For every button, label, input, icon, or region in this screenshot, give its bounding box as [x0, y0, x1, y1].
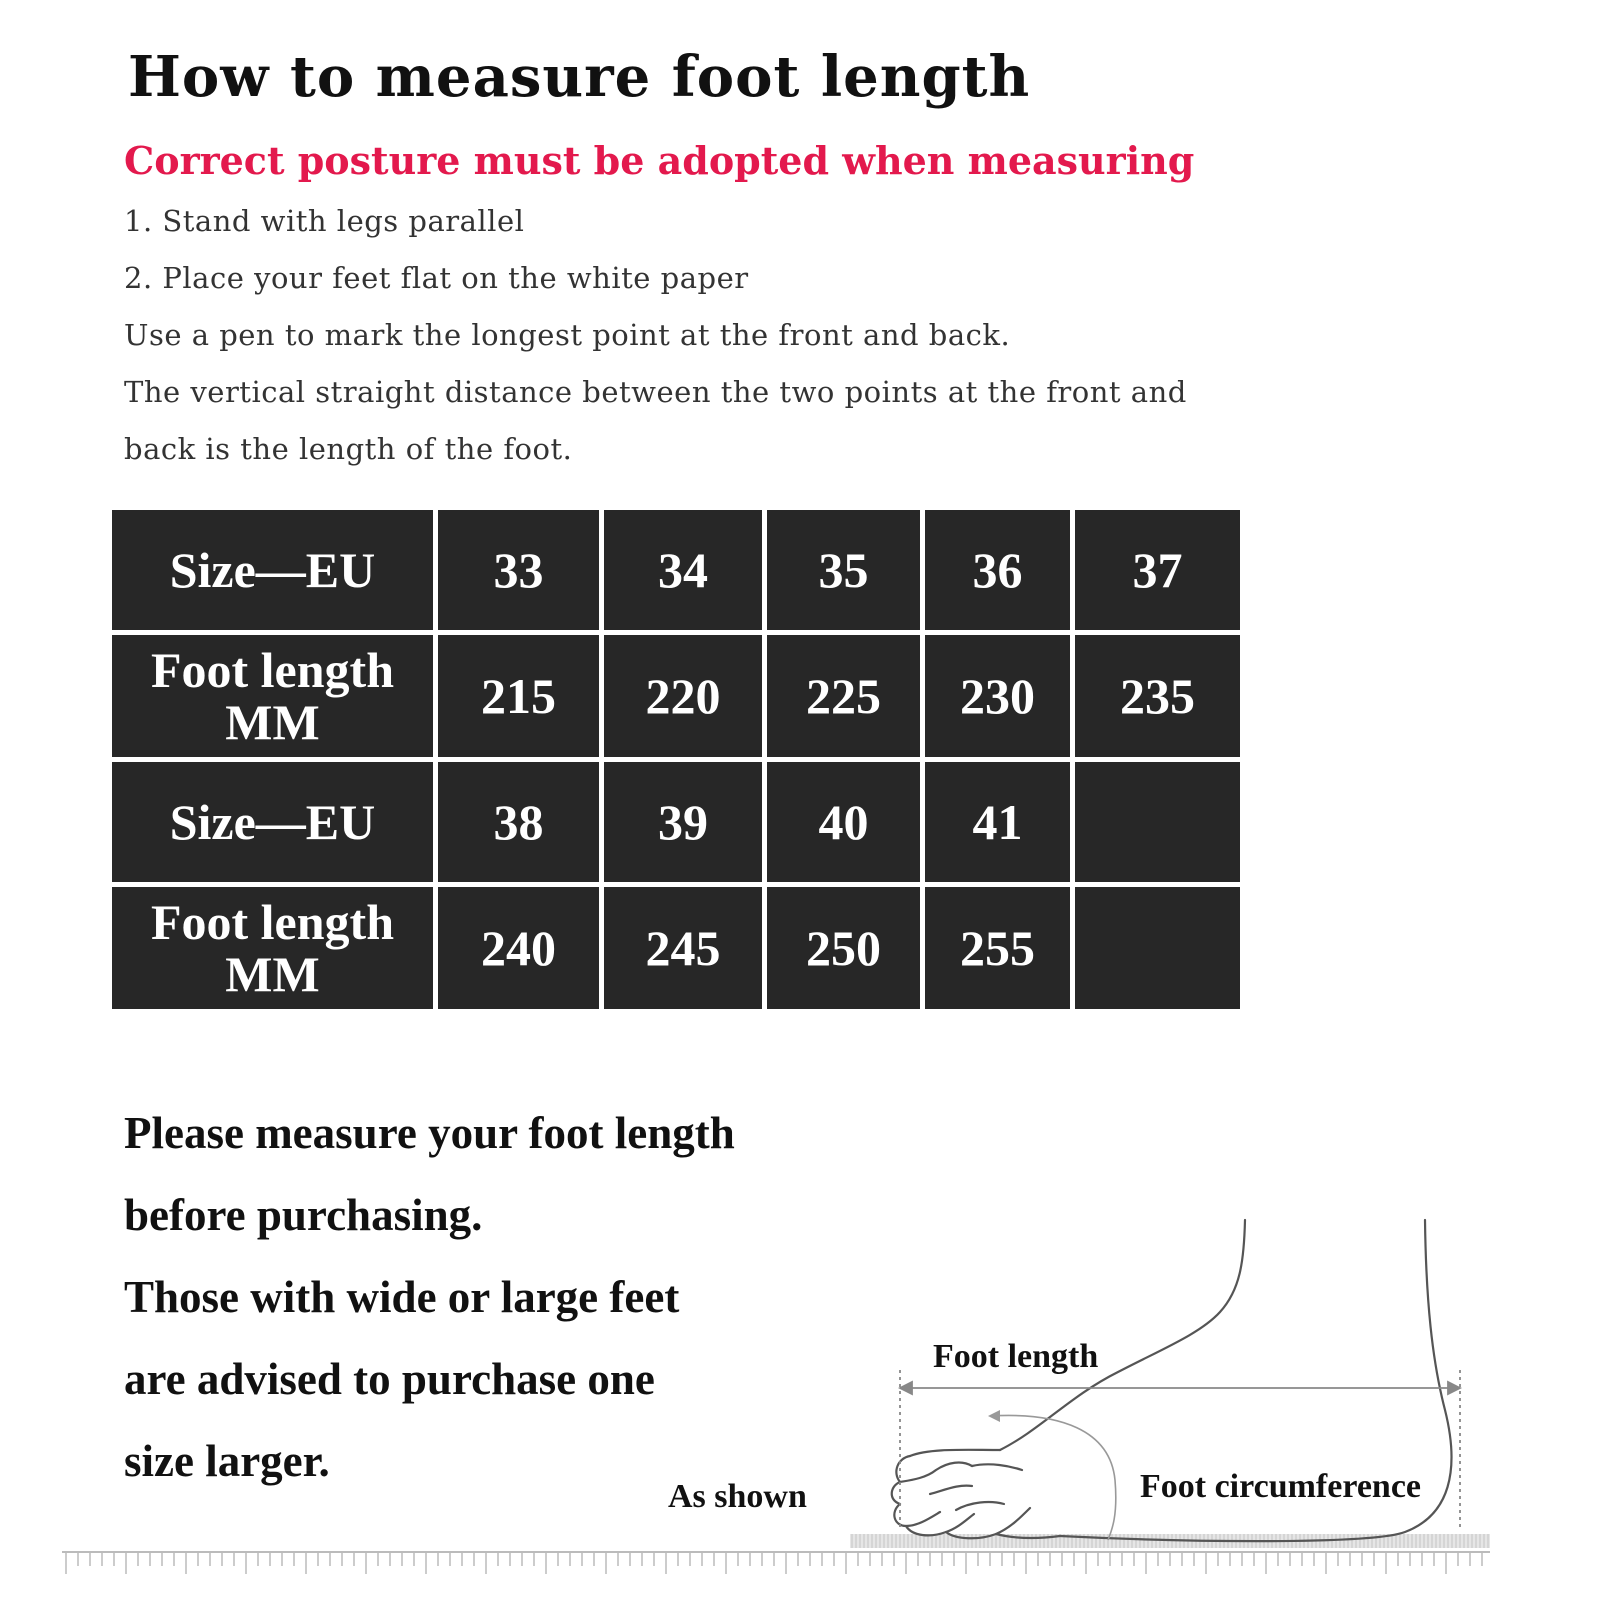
size-cell: 34 [604, 510, 762, 630]
foot-length-label-text: Foot length [150, 642, 395, 698]
size-cell: 39 [604, 762, 762, 882]
instruction-step-2: 2. Place your feet flat on the white paper [124, 261, 749, 295]
length-cell: 225 [767, 635, 920, 757]
size-cell: 33 [438, 510, 599, 630]
length-cell: 245 [604, 887, 762, 1009]
foot-length-unit: MM [225, 946, 320, 1002]
foot-length-diagram-label: Foot length [933, 1338, 1099, 1375]
size-cell: 37 [1075, 510, 1240, 630]
length-cell: 235 [1075, 635, 1240, 757]
posture-warning: Correct posture must be adopted when measuring [124, 138, 1195, 183]
size-cell: 41 [925, 762, 1070, 882]
length-cell: 240 [438, 887, 599, 1009]
instruction-distance-line1: The vertical straight distance between the two points at the front and [124, 375, 1187, 409]
size-cell: 35 [767, 510, 920, 630]
page-title: How to measure foot length [128, 44, 1031, 110]
length-cell: 220 [604, 635, 762, 757]
instruction-step-1: 1. Stand with legs parallel [124, 204, 525, 238]
size-cell: 40 [767, 762, 920, 882]
length-cell: 230 [925, 635, 1070, 757]
diagram-caption: As shown [668, 1478, 807, 1515]
length-cell: 255 [925, 887, 1070, 1009]
size-cell: 38 [438, 762, 599, 882]
purchase-advice-line: are advised to purchase one [124, 1354, 655, 1404]
instruction-mark: Use a pen to mark the longest point at the front and back. [124, 318, 1011, 352]
length-cell: 250 [767, 887, 920, 1009]
foot-length-label-text: Foot length [150, 894, 395, 950]
purchase-advice-line: size larger. [124, 1436, 330, 1486]
foot-circumference-diagram-label: Foot circumference [1140, 1468, 1421, 1505]
foot-circumference-arrow-icon [988, 1410, 1116, 1540]
foot-length-unit: MM [225, 694, 320, 750]
purchase-advice-line: before purchasing. [124, 1190, 483, 1240]
purchase-advice-line: Those with wide or large feet [124, 1272, 680, 1322]
size-eu-label: Size—EU [112, 510, 433, 630]
instruction-distance-line2: back is the length of the foot. [124, 432, 573, 466]
length-cell: 215 [438, 635, 599, 757]
size-eu-label: Size—EU [112, 762, 433, 882]
purchase-advice-line: Please measure your foot length [124, 1108, 735, 1158]
size-cell: 36 [925, 510, 1070, 630]
